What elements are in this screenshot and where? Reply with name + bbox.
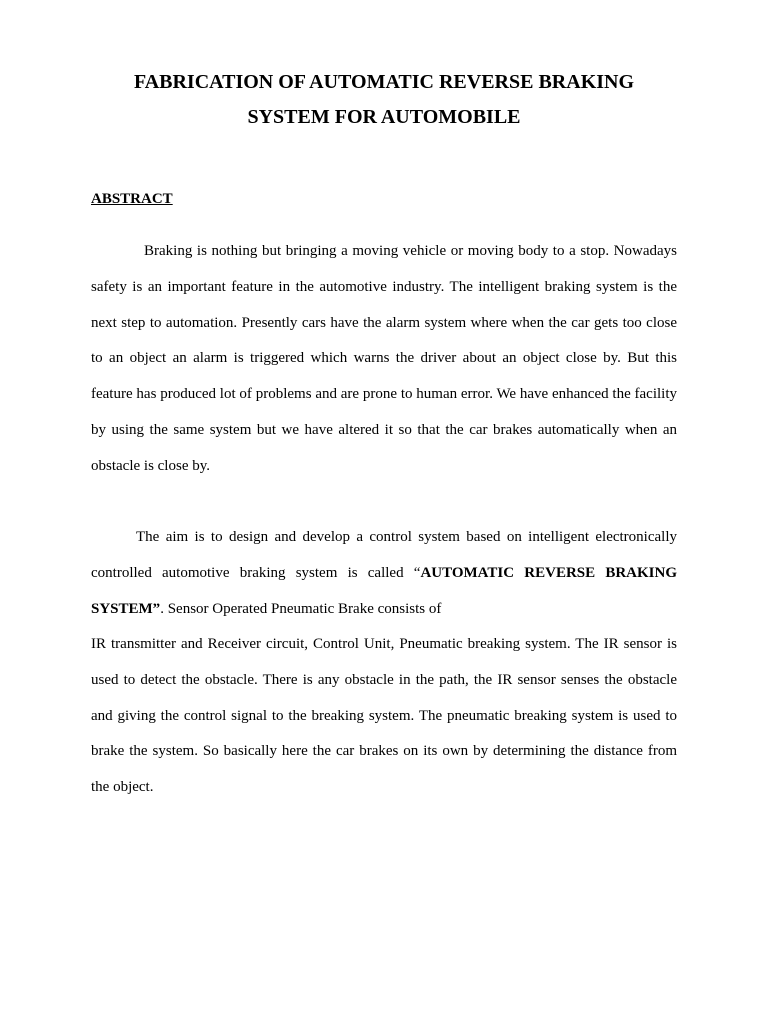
paragraph-2-text-end: . Sensor Operated Pneumatic Brake consists of (160, 600, 442, 617)
abstract-paragraph-2 (91, 520, 677, 627)
abstract-paragraph-1: Braking is nothing but bringing a moving vehicle or moving body to a stop. Nowadays safety is an important feature in the automotive industry. The intelligent braking system is the next step to automation. Presently cars have the alarm system where when the car gets too close to an object an alarm is triggered which warns the driver about an object close by. But this feature has produced lot of problems and are prone to human error. We have enhanced the facility by using the same system but we have altered it so that the car brakes automatically when an obstacle is close by. (91, 243, 677, 474)
abstract-heading: ABSTRACT (91, 191, 173, 207)
paragraph-2-text: The aim is to design and develop a control system based on intelligent electronically controlled automotive braking system is called “ (91, 529, 677, 581)
title-line-1: FABRICATION OF AUTOMATIC REVERSE BRAKING (133, 71, 635, 93)
abstract-paragraph-3: IR transmitter and Receiver circuit, Control Unit, Pneumatic breaking system. The IR sensor is used to detect the obstacle. There is any obstacle in the path, the IR sensor senses the obstacle and giving the control signal to the breaking system. The pneumatic breaking system is used to brake the system. So basically here the car brakes on its own by determining the distance from the object. (91, 636, 677, 795)
paragraph-2-bold-system-name: AUTOMATIC REVERSE BRAKING SYSTEM” (91, 564, 677, 617)
title-line-2: SYSTEM FOR AUTOMOBILE (247, 106, 521, 128)
